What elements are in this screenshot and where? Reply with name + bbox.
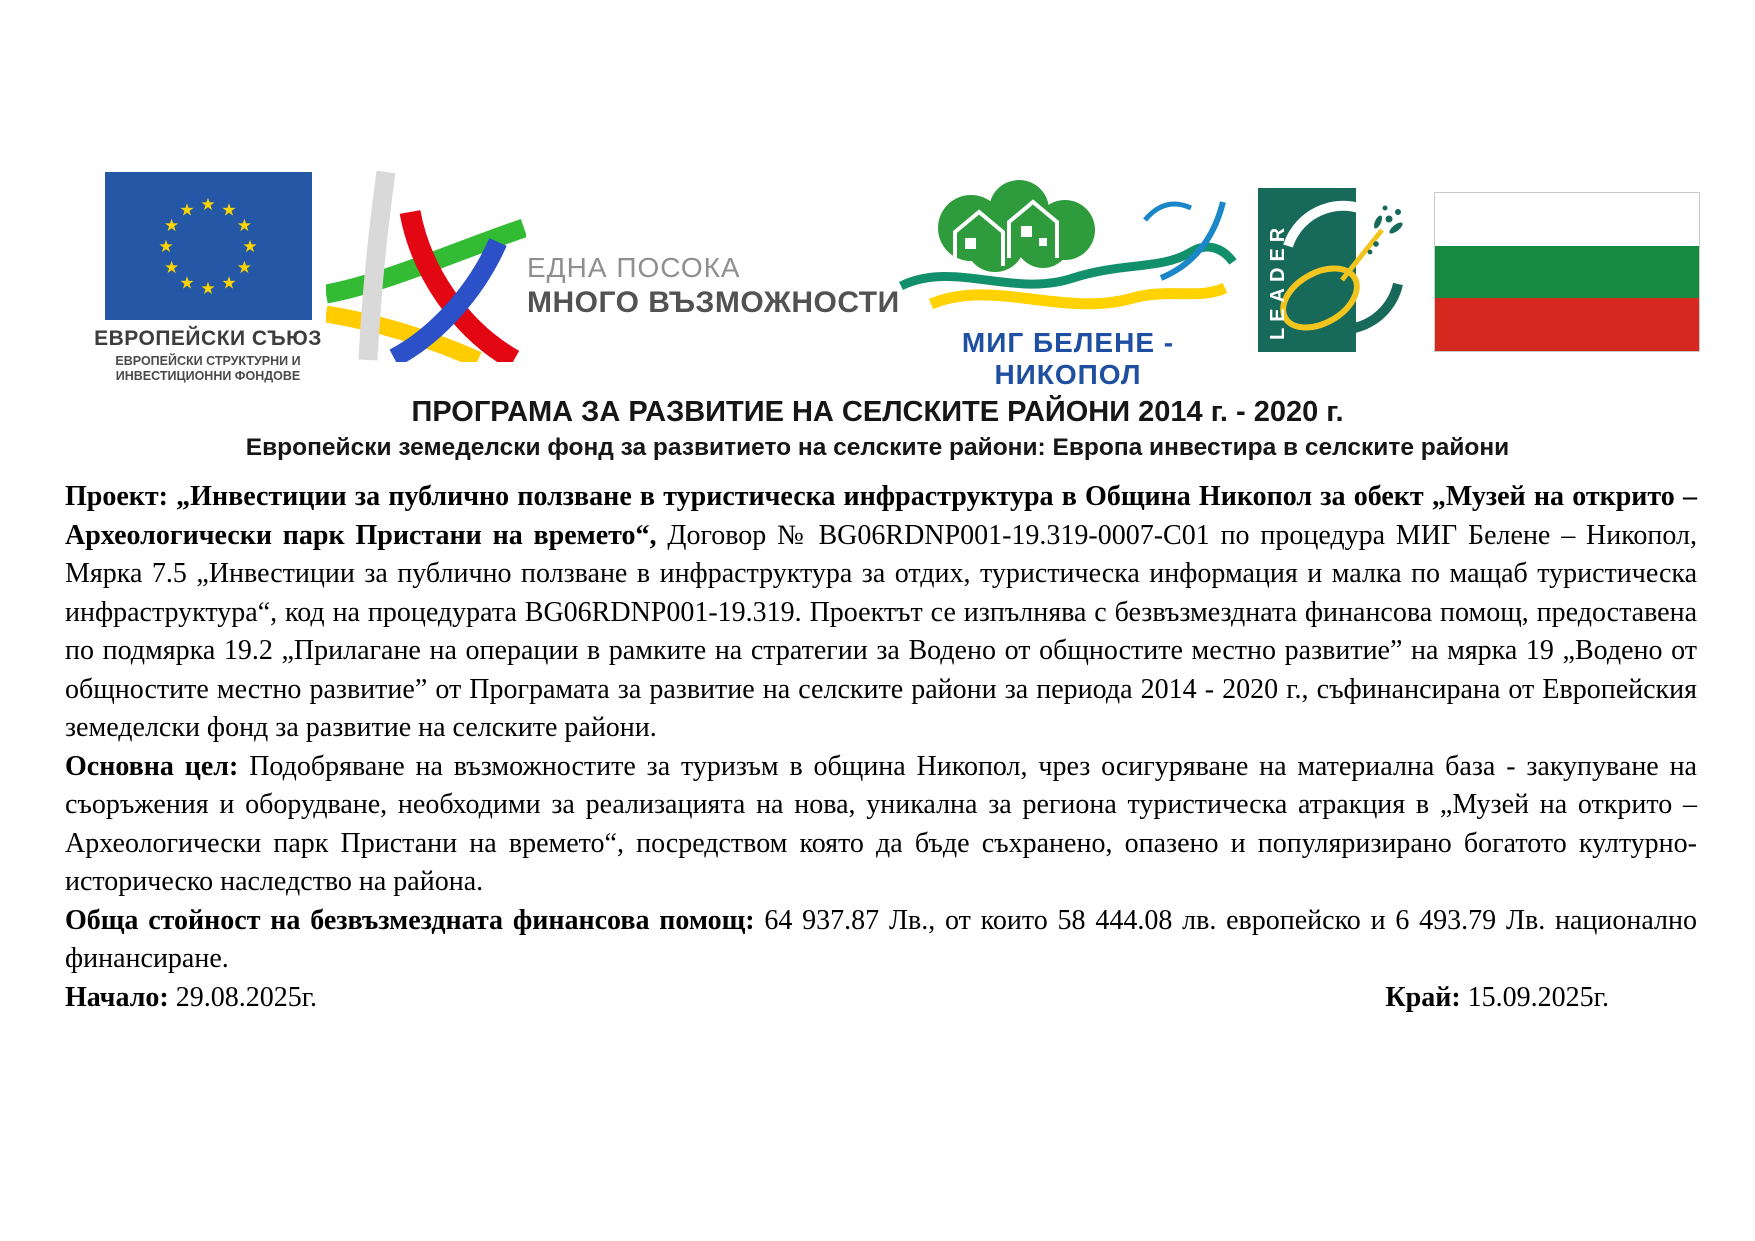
program-title: ПРОГРАМА ЗА РАЗВИТИЕ НА СЕЛСКИТЕ РАЙОНИ 2014 г. - 2020 г. bbox=[411, 396, 1344, 428]
svg-text:★: ★ bbox=[178, 200, 195, 221]
svg-text:★: ★ bbox=[163, 258, 179, 278]
document-body bbox=[65, 478, 1697, 1017]
leader-logo-icon bbox=[1258, 188, 1422, 352]
eu-caption-sub-line1: ЕВРОПЕЙСКИ СТРУКТУРНИ И bbox=[115, 354, 301, 368]
svg-text:★: ★ bbox=[241, 237, 258, 257]
eu-caption-main: ЕВРОПЕЙСКИ СЪЮЗ bbox=[94, 327, 322, 350]
svg-text:★: ★ bbox=[236, 258, 252, 278]
bulgaria-flag-white-stripe bbox=[1435, 193, 1699, 246]
eu-caption-sub bbox=[92, 354, 324, 384]
leader-logo-label: LEADER bbox=[1267, 221, 1289, 340]
dates-row bbox=[65, 979, 1697, 1018]
one-direction-logo-icon bbox=[326, 170, 526, 362]
goal-text: Подобряване на възможностите за туризъм в община Никопол, чрез осигуряване на материална база - закупуване на съоръжения и оборудване, необходими за реализацията на нова, уникална за региона туристическа атракция в „Музей на открито – Археологически парк Пристани на времето“, посредством която да бъде съхранено, опазено и популяризирано богатото културно-историческо наследство на района. bbox=[65, 750, 1697, 897]
one-direction-line1: ЕДНА ПОСОКА bbox=[527, 252, 741, 283]
start-date-value: 29.08.2025г. bbox=[168, 981, 318, 1013]
svg-text:★: ★ bbox=[236, 216, 252, 236]
bulgaria-flag-red-stripe bbox=[1435, 298, 1699, 351]
bulgaria-flag-green-stripe bbox=[1435, 246, 1699, 299]
start-date bbox=[65, 979, 317, 1018]
one-direction-text bbox=[527, 252, 900, 320]
svg-text:★: ★ bbox=[199, 279, 216, 299]
mig-logo-label: МИГ БЕЛЕНЕ - НИКОПОЛ bbox=[961, 327, 1175, 390]
budget-label: Обща стойност на безвъзмездната финансова помощ: bbox=[65, 904, 755, 936]
mig-logo-icon bbox=[893, 170, 1243, 320]
svg-text:★: ★ bbox=[157, 237, 174, 257]
one-direction-line2: МНОГО ВЪЗМОЖНОСТИ bbox=[527, 286, 900, 319]
bulgaria-flag-icon bbox=[1434, 192, 1700, 352]
budget-paragraph bbox=[65, 902, 1697, 979]
eu-logo-block bbox=[92, 172, 324, 384]
goal-paragraph bbox=[65, 748, 1697, 902]
end-date bbox=[1385, 979, 1609, 1018]
goal-label: Основна цел: bbox=[65, 750, 239, 782]
eu-flag-icon bbox=[105, 172, 312, 320]
program-subtitle: Европейски земеделски фонд за развитието на селските райони: Европа инвестира в селските райони bbox=[245, 434, 1510, 461]
svg-text:★: ★ bbox=[220, 200, 237, 221]
project-paragraph-rest: Договор № BG06RDNP001-19.319-0007-С01 по процедура МИГ Белене – Никопол, Мярка 7.5 „Инвестиции за публично ползване в инфраструктура за отдих, туристическа информация и малка по мащаб туристическа инфраструктура“, код на процедурата BG06RDNP001-19.319. Проектът се изпълнява с безвъзмездната финансова помощ, предоставена по подмярка 19.2 „Прилагане на операции в рамките на стратегии за Водено от общностите местно развитие” на мярка 19 „Водено от общностите местно развитие” от Програмата за развитие на селските райони за периода 2014 - 2020 г., съфинансирана от Европейския земеделски фонд за развитие на селските райони. bbox=[65, 519, 1697, 743]
mig-logo-block bbox=[893, 170, 1243, 391]
end-date-label: Край: bbox=[1385, 981, 1461, 1013]
svg-text:★: ★ bbox=[163, 216, 179, 236]
svg-text:★: ★ bbox=[199, 195, 216, 215]
eu-caption-sub-line2: ИНВЕСТИЦИОННИ ФОНДОВЕ bbox=[115, 369, 301, 383]
budget-text: 64 937.87 Лв., от които 58 444.08 лв. европейско и 6 493.79 Лв. национално финансиране. bbox=[65, 904, 1697, 974]
end-date-value: 15.09.2025г. bbox=[1460, 981, 1609, 1013]
svg-text:★: ★ bbox=[220, 273, 237, 294]
project-paragraph bbox=[65, 478, 1697, 748]
svg-text:★: ★ bbox=[178, 273, 195, 294]
start-date-label: Начало: bbox=[65, 981, 169, 1013]
project-paragraph-bold: Проект: „Инвестиции за публично ползване в туристическа инфраструктура в Община Никопол за обект „Музей на открито – Археологически парк Пристани на времето“, bbox=[65, 481, 1697, 551]
